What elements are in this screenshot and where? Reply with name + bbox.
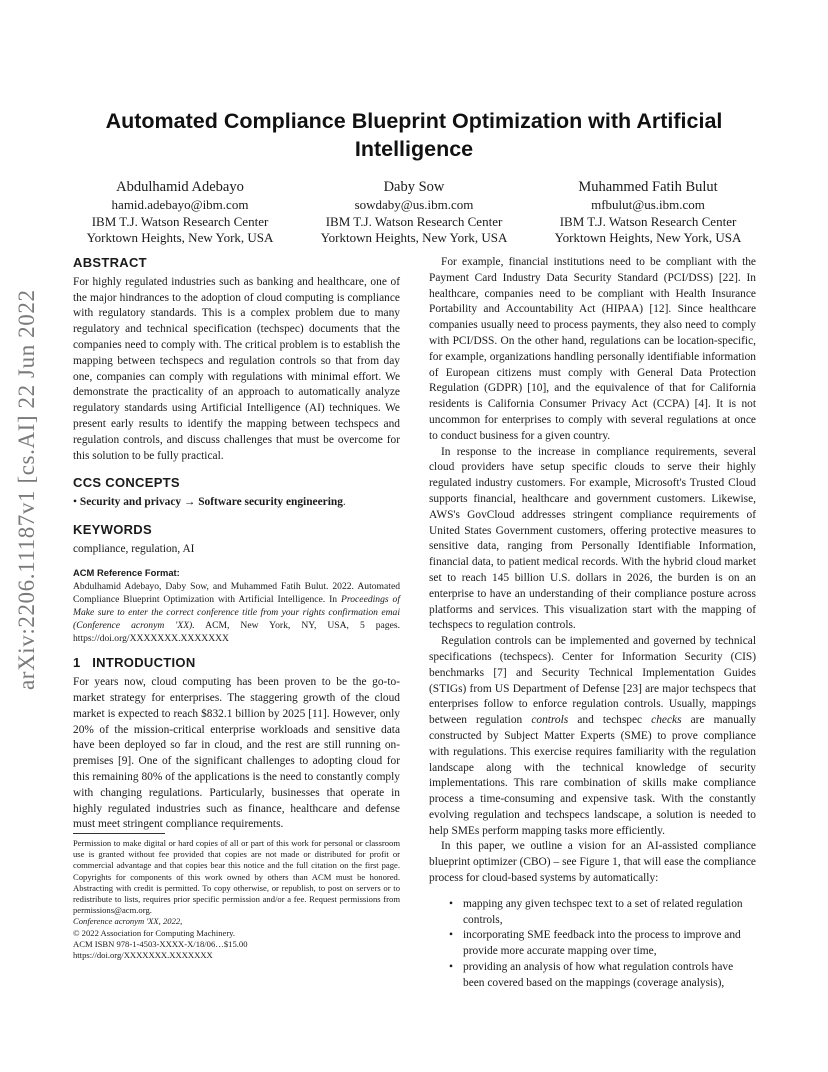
abstract-text: For highly regulated industries such as banking and healthcare, one of the major hindrances to the adoption of cloud computing is compliance with regulatory standards. This is a complex problem due to many regulatory and technical specification (techspec) documents that the companies need to comply with. The critical problem is to establish the mapping between techspecs and regulation controls so that from day one, companies can comply with regulations with minimal effort. We demonstrate the practicality of an approach to automatically analyze regulatory standards using Artificial Intelligence (AI) techniques. We present early results to identify the mapping between techspecs and regulation controls, and discuss challenges that must be overcome for this solution to be fully practical.	[73, 275, 400, 462]
doi-line: https://doi.org/XXXXXXX.XXXXXXX	[73, 950, 213, 961]
author-1	[70, 178, 290, 247]
keywords-text: compliance, regulation, AI	[73, 542, 195, 555]
bullet-icon: •	[449, 897, 453, 910]
body-paragraph: In this paper, we outline a vision for an AI-assisted compliance blueprint optimizer (CBO) – see Figure 1, that will ease the compliance process for cloud-based systems by automatically:	[429, 840, 756, 885]
author-name: Abdulhamid Adebayo	[116, 179, 244, 195]
text-run: Regulation controls can be implemented and governed by technical specifications (techspecs). Center for Information Security (CIS) benchmarks [7] and Security Technical Implementation Guides (STIGs) from US Department of Defense [23] are major techspecs that enterprises follow to enforce regulation controls. Usually, mappings between regulation	[429, 635, 756, 727]
list-item	[429, 960, 756, 992]
bullet-icon: •	[449, 929, 453, 942]
emphasis-controls: controls	[531, 714, 569, 727]
acm-reference-text	[73, 580, 400, 645]
list-item	[429, 897, 756, 929]
permission-notice: Permission to make digital or hard copies of all or part of this work for personal or classroom use is granted without fee provided that copies are not made or distributed for profit or commercial advantage and that copies bear this notice and the full citation on the first page. Copyrights for components of this work owned by others than ACM must be honored. Abstracting with credit is permitted. To copy otherwise, or republish, to post on servers or to redistribute to lists, requires prior specific permission and/or a fee. Request permissions from permissions@acm.org.	[73, 838, 400, 916]
text-run: and techspec	[568, 714, 652, 727]
ccs-arrow: →	[183, 496, 196, 509]
acm-reference-label: ACM Reference Format:	[73, 566, 180, 578]
introduction-heading: 1 INTRODUCTION	[73, 655, 196, 671]
author-3	[538, 178, 758, 247]
acm-reference-part: ACM, New York, NY, USA, 5 pages. https://doi.org/XXXXXXX.XXXXXXX	[73, 620, 400, 645]
author-name: Muhammed Fatih Bulut	[578, 179, 718, 195]
author-email: mfbulut@us.ibm.com	[591, 197, 705, 212]
author-block	[70, 178, 758, 247]
author-email: hamid.adebayo@ibm.com	[111, 197, 249, 212]
keywords-heading: KEYWORDS	[73, 521, 152, 537]
body-paragraph: For example, financial institutions need to be compliant with the Payment Card Industry Data Security Standard (PCI/DSS) [22]. In healthcare, companies need to be compliant with Health Insurance Portability and Accountability Act (HIPAA) [12]. Since healthcare companies usually need to process payments, they also need to comply with PCI/DSS. On the other hand, regulations can be location-specific, for example, organizations handling personally identifiable information of European citizens must comply with General Data Protection Regulation (GDPR) [10], and the equivalence of that for California residents is California Consumer Privacy Act (CCPA) [4]. It is not uncommon for enterprises to comply with several regulations at once to conduct business for a given country.	[429, 256, 756, 442]
body-paragraph	[429, 634, 756, 839]
copyright-line: © 2022 Association for Computing Machinery.	[73, 927, 236, 938]
author-email: sowdaby@us.ibm.com	[354, 197, 474, 212]
bullet-list	[429, 897, 756, 992]
footnote-divider	[73, 833, 165, 834]
author-location: Yorktown Heights, New York, USA	[554, 230, 742, 245]
author-affiliation: IBM T.J. Watson Research Center	[325, 213, 503, 229]
ccs-concepts	[73, 495, 400, 511]
author-name: Daby Sow	[383, 179, 445, 195]
left-column	[73, 255, 400, 833]
author-affiliation: IBM T.J. Watson Research Center	[91, 213, 269, 229]
list-item	[429, 928, 756, 960]
ccs-part2: Software security engineering	[198, 496, 343, 509]
ccs-part1: Security and privacy	[79, 496, 182, 509]
text-run: are manually constructed by Subject Matter Experts (SME) to prove compliance with regulations. This exercise requires familiarity with the regulation landscape along with the technical knowledge of security implementations. This rare combination of skills make compliance process a time-consuming and expensive task. With the constantly evolving regulation and techspecs landscape, a solution is needed to help SMEs perform mapping tasks more efficiently.	[429, 714, 757, 837]
abstract-heading: ABSTRACT	[73, 255, 147, 270]
author-2	[304, 178, 524, 247]
ccs-end: .	[342, 496, 346, 509]
author-location: Yorktown Heights, New York, USA	[86, 230, 274, 245]
isbn-line: ACM ISBN 978-1-4503-XXXX-X/18/06…$15.00	[73, 938, 248, 949]
right-column	[429, 255, 756, 992]
introduction-paragraph: For years now, cloud computing has been proven to be the go-to-market strategy for enterprises. The staggering growth of the cloud market is expected to reach $832.1 billion by 2025 [11]. However, only 20% of the mission-critical enterprise workloads and sensitive data have been deployed so far in cloud, and the rest are still running on-premises [9]. One of the significant challenges to adopting cloud for this remaining 80% of the applications is the need to constantly comply with changing regulations. Particularly, businesses that operate in highly regulated industries such as finance, healthcare and defense must meet stringent compliance requirements.	[73, 676, 400, 831]
conference-line: Conference acronym 'XX, 2022,	[73, 916, 183, 927]
author-location: Yorktown Heights, New York, USA	[320, 230, 508, 245]
paper-title: Automated Compliance Blueprint Optimization with Artificial Intelligence	[105, 109, 723, 161]
list-item-text: incorporating SME feedback into the process to improve and provide more accurate mapping over time,	[463, 929, 741, 958]
ccs-bullet: •	[73, 496, 77, 509]
body-paragraph: In response to the increase in compliance requirements, several cloud providers have setup specific clouds to serve their highly regulated industry customers. For example, Microsoft's Trusted Cloud supports financial, healthcare and government customers. Likewise, AWS's GovCloud addresses stringent compliance requirements of United States Government customers, offering protective measures to sensitive data, ranging from Personally Identifiable Information, financial data, to patient medical records. With the hybrid cloud market set to reach 145 billion U.S. dollars in 2026, the burden is on an enterprise to have an understanding of their compliance posture across platforms and services. This visualization start with the mapping of techspecs to regulation controls.	[429, 445, 756, 632]
acm-reference-venue: Proceedings of Make sure to enter the correct conference title from your rights confirmation emai (Conference acronym 'XX).	[73, 594, 400, 632]
arxiv-side-stamp: arXiv:2206.11187v1 [cs.AI] 22 Jun 2022	[14, 289, 39, 690]
footnote-block	[73, 838, 400, 961]
emphasis-checks: checks	[651, 714, 682, 727]
list-item-text: mapping any given techspec text to a set of related regulation controls,	[463, 897, 743, 926]
ccs-heading: CCS CONCEPTS	[73, 475, 180, 491]
bullet-icon: •	[449, 961, 453, 974]
list-item-text: providing an analysis of how what regulation controls have been covered based on the mappings (coverage analysis),	[463, 961, 734, 989]
acm-reference-part: Abdulhamid Adebayo, Daby Sow, and Muhammed Fatih Bulut. 2022. Automated Compliance Blueprint Optimization with Artificial Intelligence. In	[73, 581, 400, 606]
author-affiliation: IBM T.J. Watson Research Center	[559, 213, 737, 229]
